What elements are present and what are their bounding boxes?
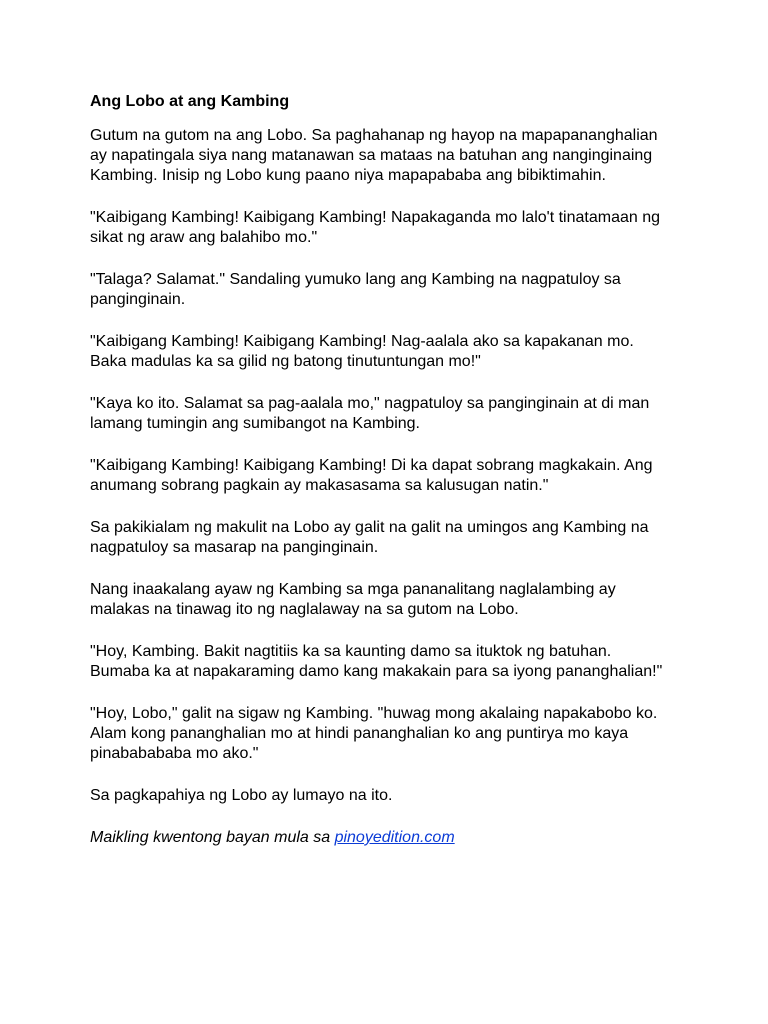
paragraph: "Hoy, Lobo," galit na sigaw ng Kambing. "huwag mong akalaing napakabobo ko. Alam kong pananghalian mo at hindi pananghalian ko ang puntirya mo kaya pinababababa mo ako." [90,705,658,762]
paragraph: "Kaibigang Kambing! Kaibigang Kambing! Nag-aalala ako sa kapakanan mo. Baka madulas ka sa gilid ng batong tinutuntungan mo!" [90,333,634,370]
source-credit [90,828,690,848]
source-link[interactable]: pinoyedition.com [334,829,455,846]
paragraph: Nang inaakalang ayaw ng Kambing sa mga pananalitang naglalambing ay malakas na tinawag ito ng naglalaway na sa gutom na Lobo. [90,581,616,618]
document-page [90,92,690,848]
paragraph: Sa pagkapahiya ng Lobo ay lumayo na ito. [90,787,393,804]
document-title: Ang Lobo at ang Kambing [90,93,290,110]
paragraph: Gutum na gutom na ang Lobo. Sa paghahanap ng hayop na mapapananghalian ay napatingala siya nang matanawan sa mataas na batuhan ang nanginginaing Kambing. Inisip ng Lobo kung paano niya mapapababa ang bibiktimahin. [90,127,658,184]
source-credit-text: Maikling kwentong bayan mula sa [90,829,335,846]
paragraph: "Kaya ko ito. Salamat sa pag-aalala mo," nagpatuloy sa panginginain at di man lamang tumingin ang sumibangot na Kambing. [90,395,650,432]
paragraph: "Hoy, Kambing. Bakit nagtitiis ka sa kaunting damo sa ituktok ng batuhan. Bumaba ka at napakaraming damo kang makakain para sa iyong pananghalian!" [90,643,663,680]
paragraph: "Kaibigang Kambing! Kaibigang Kambing! Di ka dapat sobrang magkakain. Ang anumang sobrang pagkain ay makasasama sa kalusugan natin." [90,457,653,494]
paragraph: "Talaga? Salamat." Sandaling yumuko lang ang Kambing na nagpatuloy sa panginginain. [90,271,621,308]
paragraph: "Kaibigang Kambing! Kaibigang Kambing! Napakaganda mo lalo't tinatamaan ng sikat ng araw ang balahibo mo." [90,209,661,246]
paragraph: Sa pakikialam ng makulit na Lobo ay galit na galit na umingos ang Kambing na nagpatuloy sa masarap na panginginain. [90,519,649,556]
